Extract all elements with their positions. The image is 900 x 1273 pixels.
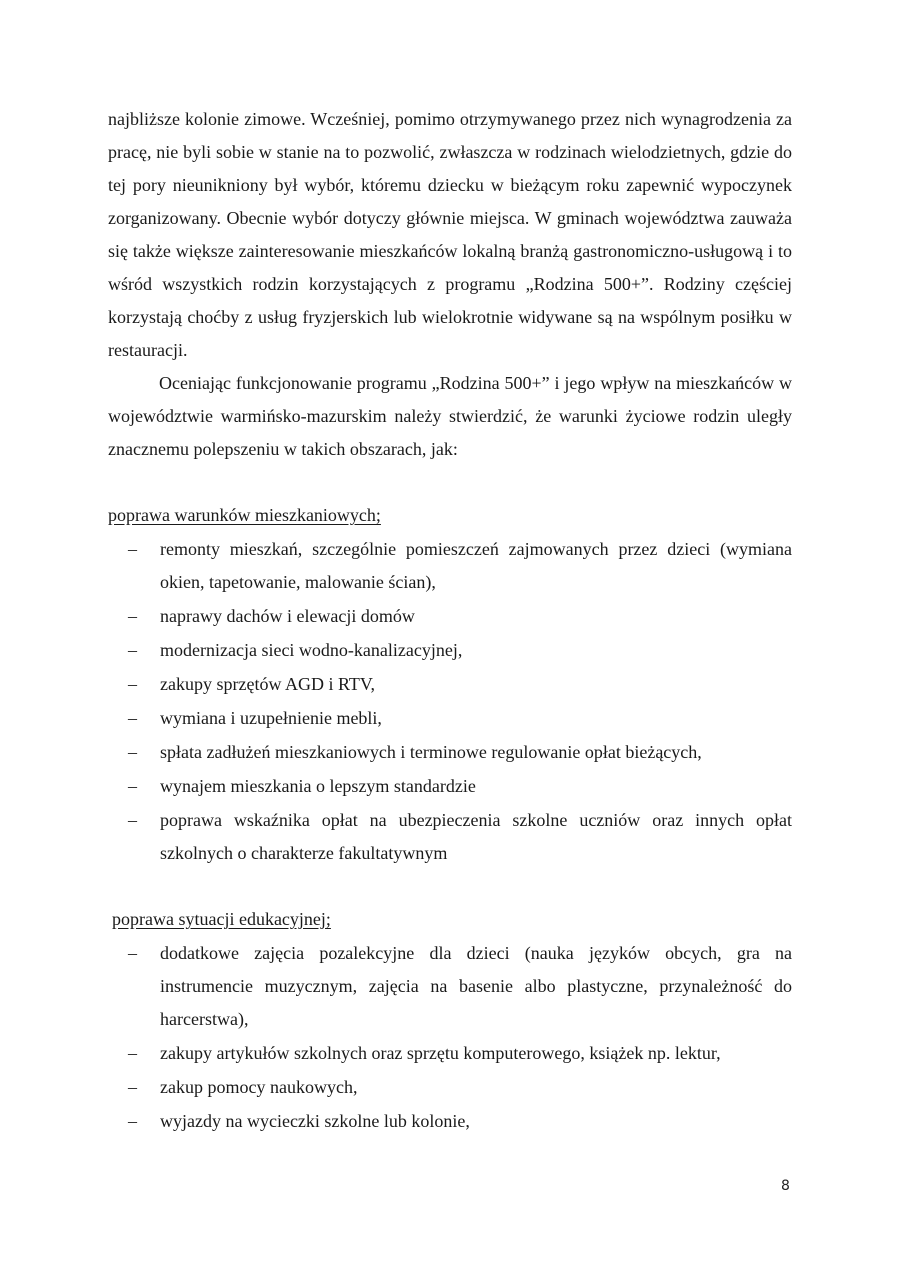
section-heading-education: poprawa sytuacji edukacyjnej;: [112, 909, 331, 929]
list-item: – dodatkowe zajęcia pozalekcyjne dla dzieci (nauka języków obcych, gra na instrumencie muzycznym, zajęcia na basenie albo plastyczne, przynależność do harcerstwa),: [108, 937, 792, 1036]
education-list: [108, 937, 792, 1138]
dash-bullet: –: [128, 1077, 137, 1097]
dash-bullet: –: [128, 742, 137, 762]
list-item: – remonty mieszkań, szczególnie pomieszczeń zajmowanych przez dzieci (wymiana okien, tapetowanie, malowanie ścian),: [108, 533, 792, 599]
dash-bullet: –: [128, 943, 137, 963]
section-heading-housing: poprawa warunków mieszkaniowych;: [108, 505, 381, 525]
dash-bullet: –: [128, 640, 137, 660]
dash-bullet: –: [128, 810, 137, 830]
list-item: – naprawy dachów i elewacji domów: [108, 600, 792, 633]
dash-bullet: –: [128, 539, 137, 559]
intro-paragraph: najbliższe kolonie zimowe. Wcześniej, pomimo otrzymywanego przez nich wynagrodzenia za pracę, nie byli sobie w stanie na to pozwolić, zwłaszcza w rodzinach wielodzietnych, gdzie do tej pory nieunikniony był wybór, któremu dziecku w bieżącym roku zapewnić wypoczynek zorganizowany. Obecnie wybór dotyczy głównie miejsca. W gminach województwa zauważa się także większe zainteresowanie mieszkańców lokalną branżą gastronomiczno-usługową i to wśród wszystkich rodzin korzystających z programu „Rodzina 500+”. Rodziny częściej korzystają choćby z usług fryzjerskich lub wielokrotnie widywane są na wspólnym posiłku w restauracji.: [108, 109, 792, 360]
list-item: – wymiana i uzupełnienie mebli,: [108, 702, 792, 735]
list-item: – wynajem mieszkania o lepszym standardzie: [108, 770, 792, 803]
dash-bullet: –: [128, 606, 137, 626]
list-item: – zakup pomocy naukowych,: [108, 1071, 792, 1104]
list-item: – zakupy sprzętów AGD i RTV,: [108, 668, 792, 701]
dash-bullet: –: [128, 708, 137, 728]
dash-bullet: –: [128, 776, 137, 796]
housing-list: [108, 533, 792, 870]
list-item: – zakupy artykułów szkolnych oraz sprzętu komputerowego, książek np. lektur,: [108, 1037, 792, 1070]
list-item: – poprawa wskaźnika opłat na ubezpieczenia szkolne uczniów oraz innych opłat szkolnych o charakterze fakultatywnym: [108, 804, 792, 870]
document-page: [108, 103, 792, 1138]
dash-bullet: –: [128, 1043, 137, 1063]
list-item: – modernizacja sieci wodno-kanalizacyjnej,: [108, 634, 792, 667]
dash-bullet: –: [128, 674, 137, 694]
dash-bullet: –: [128, 1111, 137, 1131]
list-item: – wyjazdy na wycieczki szkolne lub kolonie,: [108, 1105, 792, 1138]
list-item: – spłata zadłużeń mieszkaniowych i terminowe regulowanie opłat bieżących,: [108, 736, 792, 769]
page-number: 8: [781, 1178, 790, 1194]
assessment-paragraph: Oceniając funkcjonowanie programu „Rodzina 500+” i jego wpływ na mieszkańców w województwie warmińsko-mazurskim należy stwierdzić, że warunki życiowe rodzin uległy znacznemu polepszeniu w takich obszarach, jak:: [108, 373, 792, 459]
